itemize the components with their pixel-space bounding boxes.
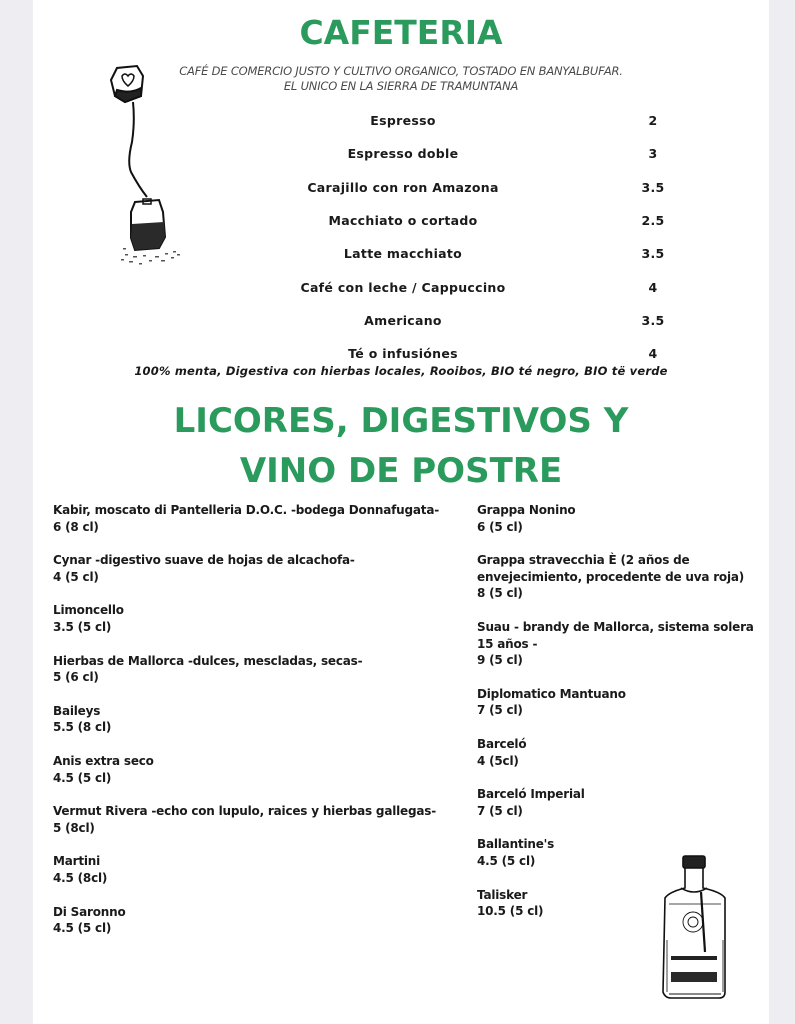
- item-price: 2: [648, 113, 658, 128]
- item-name: Macchiato o cortado: [328, 213, 478, 228]
- item-name: Hierbas de Mallorca -dulces, mescladas, secas-: [53, 653, 363, 668]
- item-name: Americano: [364, 313, 442, 328]
- item-price: 6 (5 cl): [477, 519, 523, 534]
- menu-item: [33, 213, 769, 231]
- item-price: 6 (8 cl): [53, 519, 99, 534]
- item-price: 5 (6 cl): [53, 670, 99, 685]
- item-price: 7 (5 cl): [477, 803, 523, 818]
- item-price: 3.5: [641, 180, 665, 195]
- item-name: Ballantine's: [477, 837, 555, 852]
- menu-item: [53, 653, 453, 686]
- item-name: Espresso: [370, 113, 436, 128]
- item-name: Diplomatico Mantuano: [477, 686, 626, 701]
- item-name: Carajillo con ron Amazona: [307, 180, 499, 195]
- item-price: 4 (5cl): [477, 753, 519, 768]
- item-price: 7 (5 cl): [477, 703, 523, 718]
- menu-item: [33, 346, 769, 364]
- menu-item: [53, 904, 453, 937]
- item-name: Limoncello: [53, 603, 124, 618]
- menu-item: [53, 803, 453, 836]
- item-price: 4.5 (8cl): [53, 870, 108, 885]
- item-price: 9 (5 cl): [477, 653, 523, 668]
- title-line: LICORES, DIGESTIVOS Y: [173, 401, 629, 441]
- menu-item: [33, 180, 769, 198]
- item-price: 3.5 (5 cl): [53, 619, 112, 634]
- item-price: 3: [648, 146, 658, 161]
- menu-item: [477, 786, 767, 819]
- item-name: Cynar -digestivo suave de hojas de alcachofa-: [53, 553, 355, 568]
- item-price: 5 (8cl): [53, 820, 95, 835]
- menu-item: [53, 703, 453, 736]
- menu-item: [477, 502, 767, 535]
- subtitle-line: EL UNICO EN LA SIERRA DE TRAMUNTANA: [283, 79, 519, 93]
- item-price: 2.5: [641, 213, 665, 228]
- item-price: 4.5 (5 cl): [477, 853, 536, 868]
- item-name: Suau - brandy de Mallorca, sistema solera 15 años -: [477, 619, 754, 651]
- item-price: 4: [648, 346, 658, 361]
- item-price: 3.5: [641, 246, 665, 261]
- item-name: Té o infusiónes: [348, 346, 458, 361]
- menu-item: [477, 736, 767, 769]
- menu-item: [53, 552, 453, 585]
- menu-item: [53, 602, 453, 635]
- menu-page: [33, 0, 769, 1024]
- menu-item: [477, 552, 767, 602]
- bottle-icon: [657, 852, 733, 1002]
- item-name: Espresso doble: [347, 146, 459, 161]
- menu-item: [33, 146, 769, 164]
- item-price: 10.5 (5 cl): [477, 904, 544, 919]
- subtitle-line: CAFÉ DE COMERCIO JUSTO Y CULTIVO ORGANICO, TOSTADO EN BANYALBUFAR.: [179, 64, 623, 78]
- item-price: 5.5 (8 cl): [53, 720, 112, 735]
- licores-left-column: [53, 502, 453, 954]
- item-price: 4.5 (5 cl): [53, 921, 112, 936]
- menu-item: [33, 280, 769, 298]
- menu-item: [33, 313, 769, 331]
- item-price: 4: [648, 280, 658, 295]
- menu-item: [53, 753, 453, 786]
- item-name: Talisker: [477, 887, 528, 902]
- item-name: Latte macchiato: [343, 246, 463, 261]
- licores-title: [33, 396, 769, 496]
- menu-item: [477, 619, 767, 669]
- item-price: 3.5: [641, 313, 665, 328]
- tea-bag-icon: [103, 62, 193, 272]
- item-name: Martini: [53, 854, 101, 869]
- tea-note: 100% menta, Digestiva con hierbas locales, Rooibos, BIO té negro, BIO të verde: [134, 364, 668, 378]
- item-name: Café con leche / Cappuccino: [300, 280, 506, 295]
- item-name: Baileys: [53, 703, 101, 718]
- menu-item: [33, 113, 769, 131]
- item-name: Grappa stravecchia È (2 años de envejecimiento, procedente de uva roja): [477, 553, 745, 584]
- item-price: 4 (5 cl): [53, 569, 99, 584]
- item-name: Barceló: [477, 736, 527, 751]
- item-price: 4.5 (5 cl): [53, 770, 112, 785]
- item-name: Barceló Imperial: [477, 787, 585, 802]
- title-line: VINO DE POSTRE: [239, 451, 563, 491]
- cafeteria-title: CAFETERIA: [299, 13, 503, 52]
- item-name: Kabir, moscato di Pantelleria D.O.C. -bodega Donnafugata-: [53, 503, 440, 517]
- menu-item: [53, 853, 453, 886]
- item-name: Grappa Nonino: [477, 503, 576, 517]
- menu-item: [53, 502, 453, 535]
- item-price: 8 (5 cl): [477, 586, 523, 601]
- menu-item: [477, 686, 767, 719]
- item-name: Vermut Rivera -echo con lupulo, raices y hierbas gallegas-: [53, 804, 436, 819]
- menu-item: [33, 246, 769, 264]
- item-name: Anis extra seco: [53, 753, 154, 768]
- item-name: Di Saronno: [53, 904, 126, 919]
